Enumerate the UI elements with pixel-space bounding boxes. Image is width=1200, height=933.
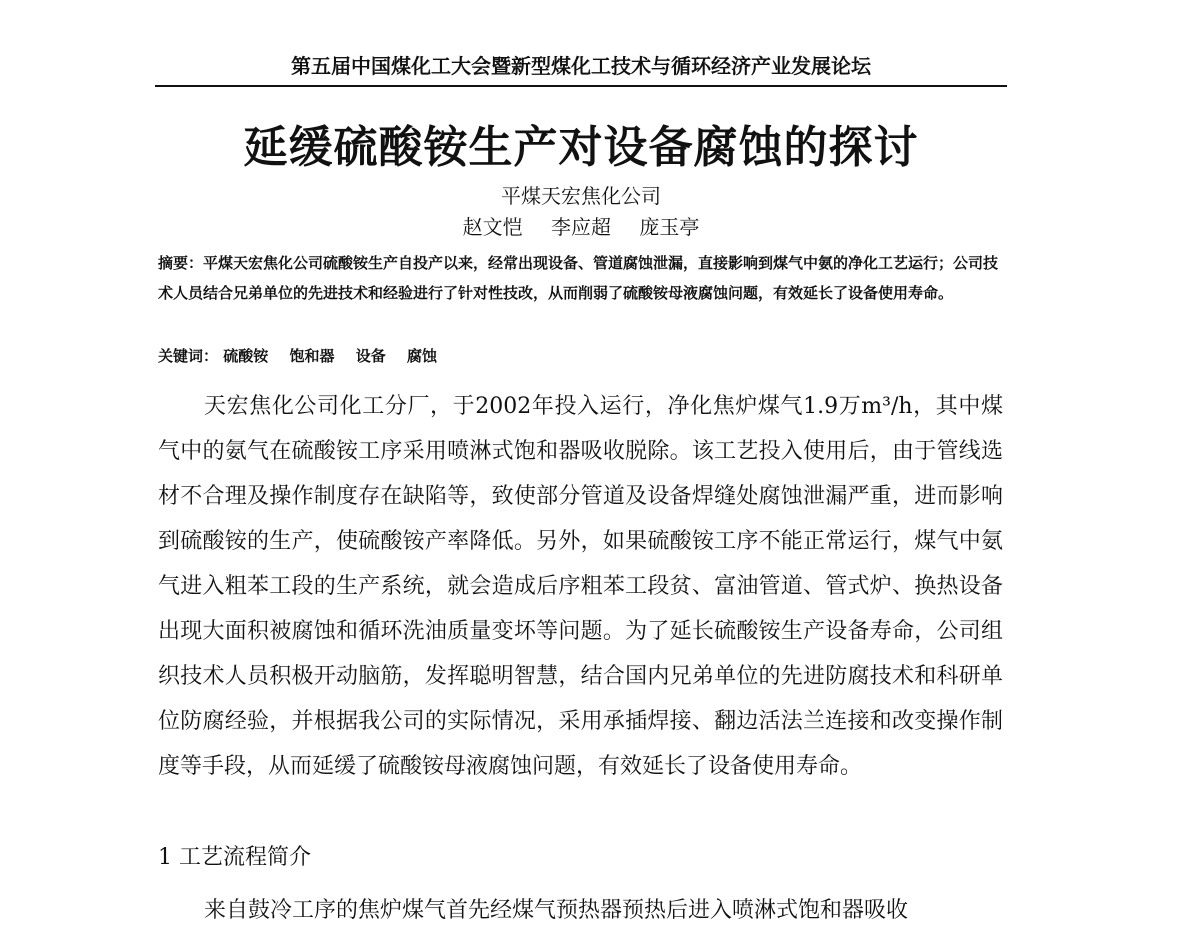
keywords-label: 关键词： (158, 347, 219, 365)
keyword: 饱和器 (289, 347, 335, 365)
abstract (158, 248, 1006, 308)
section-heading: 1 工艺流程简介 (158, 845, 311, 870)
author-list (155, 214, 1007, 240)
section-paragraph: 来自鼓冷工序的焦炉煤气首先经煤气预热器预热后进入喷淋式饱和器吸收 (204, 898, 909, 923)
author-name: 李应超 (551, 215, 611, 239)
keyword: 硫酸铵 (223, 347, 269, 365)
keyword: 腐蚀 (407, 347, 438, 365)
keyword: 设备 (355, 347, 386, 365)
conference-header: 第五届中国煤化工大会暨新型煤化工技术与循环经济产业发展论坛 (291, 54, 871, 78)
author-name: 庞玉亭 (639, 215, 700, 239)
header-divider (155, 85, 1007, 87)
abstract-label: 摘要： (158, 254, 204, 272)
author-name: 赵文恺 (462, 215, 523, 239)
author-organization: 平煤天宏焦化公司 (501, 184, 661, 208)
paper-title: 延缓硫酸铵生产对设备腐蚀的探讨 (243, 122, 919, 173)
keywords (158, 343, 1006, 369)
abstract-text: 平煤天宏焦化公司硫酸铵生产自投产以来，经常出现设备、管道腐蚀泄漏，直接影响到煤气中氨的净化工艺运行；公司技术人员结合兄弟单位的先进技术和经验进行了针对性技改，从而削弱了硫酸铵母液腐蚀问题，有效延长了设备使用寿命。 (158, 254, 999, 302)
intro-paragraph: 天宏焦化公司化工分厂，于2002年投入运行，净化焦炉煤气1.9万m³/h，其中煤气中的氨气在硫酸铵工序采用喷淋式饱和器吸收脱除。该工艺投入使用后，由于管线选材不合理及操作制度存在缺陷等，致使部分管道及设备焊缝处腐蚀泄漏严重，进而影响到硫酸铵的生产，使硫酸铵产率降低。另外，如果硫酸铵工序不能正常运行，煤气中氨气进入粗苯工段的生产系统，就会造成后序粗苯工段贫、富油管道、管式炉、换热设备出现大面积被腐蚀和循环洗油质量变坏等问题。为了延长硫酸铵生产设备寿命，公司组织技术人员积极开动脑筋，发挥聪明智慧，结合国内兄弟单位的先进防腐技术和科研单位防腐经验，并根据我公司的实际情况，采用承插焊接、翻边活法兰连接和改变操作制度等手段，从而延缓了硫酸铵母液腐蚀问题，有效延长了设备使用寿命。 (158, 394, 1003, 779)
